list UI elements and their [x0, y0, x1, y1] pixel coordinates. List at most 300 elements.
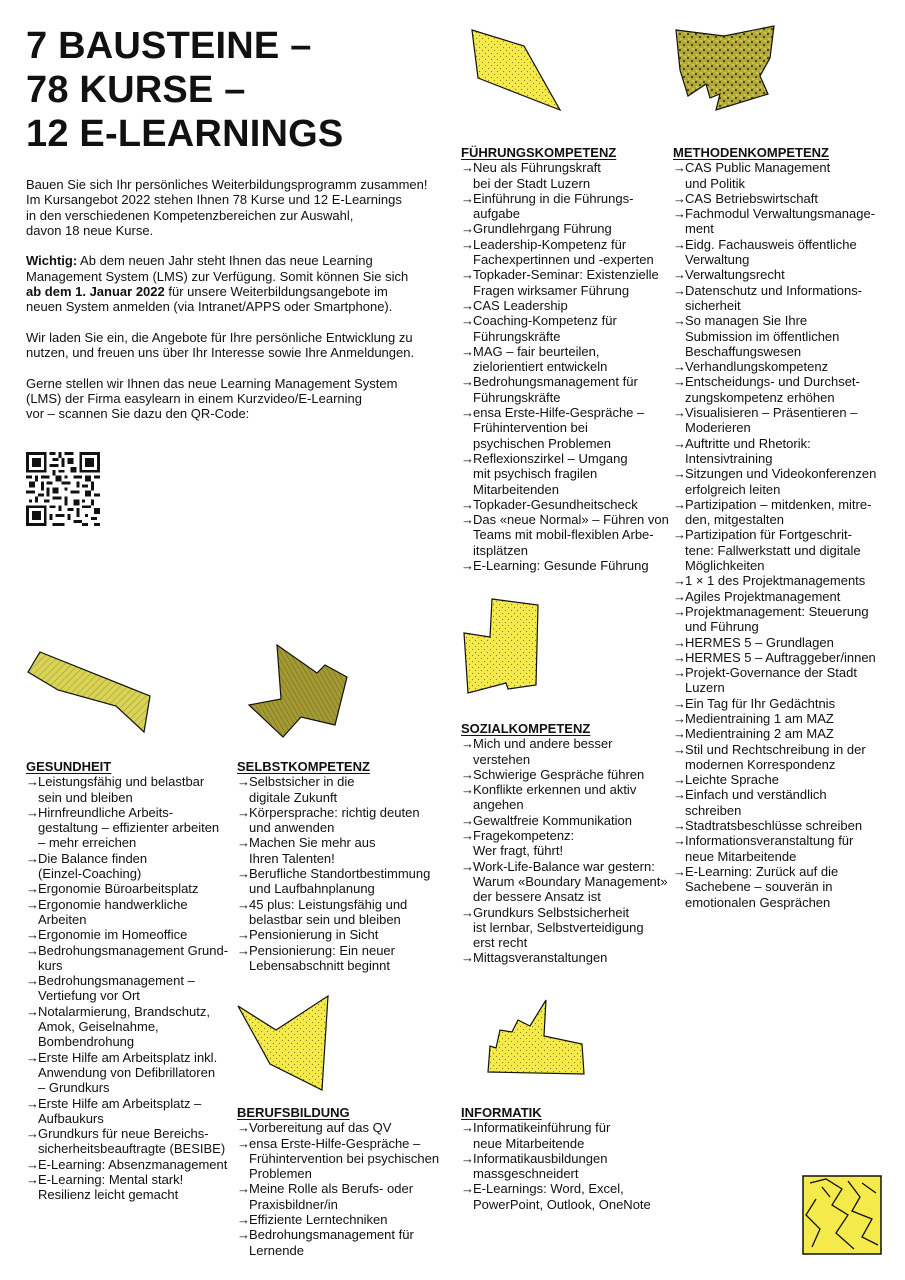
course-item-line: modernen Korrespondenz	[685, 756, 836, 772]
course-item-line: Submission im öffentlichen	[685, 328, 840, 344]
course-item-line: Luzern	[685, 680, 725, 696]
course-item[interactable]	[673, 374, 895, 405]
course-item-line: Entscheidungs- und Durchset-	[685, 374, 860, 390]
course-item[interactable]	[673, 405, 895, 436]
arrow-right-icon: →	[237, 866, 250, 882]
course-item[interactable]	[673, 267, 895, 282]
course-item[interactable]	[673, 283, 895, 314]
course-item-line: Grundkurs Selbstsicherheit	[473, 904, 630, 920]
intro-line: Bauen Sie sich Ihr persönliches Weiterbildungsprogramm zusammen!	[26, 177, 428, 192]
course-item[interactable]	[461, 1120, 671, 1151]
course-item-line: Notalarmierung, Brandschutz,	[38, 1003, 210, 1019]
section-title: BERUFSBILDUNG	[237, 1105, 350, 1120]
course-item-line: Lebensabschnitt beginnt	[249, 957, 390, 973]
arrow-right-icon: →	[237, 1120, 250, 1136]
course-item[interactable]	[26, 1004, 236, 1050]
course-item-line: Selbstsicher in die	[249, 774, 355, 790]
arrow-right-icon: →	[673, 435, 686, 451]
arrow-right-icon: →	[673, 374, 686, 390]
arrow-right-icon: →	[461, 160, 474, 176]
course-item-line: – mehr erreichen	[38, 835, 137, 851]
course-item[interactable]	[26, 851, 236, 882]
intro-line: Im Kursangebot 2022 stehen Ihnen 78 Kurse und 12 E-Learnings	[26, 192, 402, 208]
course-item[interactable]	[237, 897, 452, 928]
arrow-right-icon: →	[673, 863, 686, 879]
arrow-right-icon: →	[673, 588, 686, 604]
course-item-line: mit psychisch fragilen	[473, 466, 598, 482]
arrow-right-icon: →	[461, 766, 474, 782]
course-item[interactable]	[673, 650, 895, 665]
course-item[interactable]	[26, 774, 236, 805]
course-item-line: Frühintervention bei	[473, 420, 588, 436]
course-item-line: PowerPoint, Outlook, OneNote	[473, 1196, 651, 1212]
arrow-right-icon: →	[673, 267, 686, 283]
arrow-right-icon: →	[673, 665, 686, 681]
course-item[interactable]	[673, 604, 895, 635]
course-item-line: Agiles Projektmanagement	[685, 588, 841, 604]
headline-line: 78 KURSE –	[26, 69, 246, 111]
arrow-right-icon: →	[461, 558, 474, 574]
section-title: SOZIALKOMPETENZ	[461, 721, 591, 736]
course-item[interactable]	[673, 237, 895, 268]
course-item-line: Partizipation – mitdenken, mitre-	[685, 496, 872, 512]
arrow-right-icon: →	[461, 297, 474, 313]
course-item[interactable]	[461, 782, 671, 813]
course-item[interactable]	[26, 897, 236, 928]
course-list	[237, 774, 452, 973]
course-item-line: Führungskräfte	[473, 328, 561, 344]
course-item-line: Work-Life-Balance war gestern:	[473, 858, 655, 874]
course-item-line: Berufliche Standortbestimmung	[249, 866, 431, 882]
course-item[interactable]	[461, 237, 676, 268]
course-item[interactable]	[26, 1126, 236, 1157]
course-item[interactable]	[673, 864, 895, 910]
course-item-line: schreiben	[685, 802, 742, 818]
course-item-line: erfolgreich leiten	[685, 481, 781, 497]
course-item[interactable]	[461, 558, 676, 573]
arrow-right-icon: →	[26, 1003, 39, 1019]
qr-code[interactable]	[26, 452, 100, 526]
course-item-line: Datenschutz und Informations-	[685, 282, 863, 298]
section-title: FÜHRUNGSKOMPETENZ	[461, 145, 617, 160]
shape-berufsbildung-icon	[236, 994, 334, 1094]
course-item[interactable]	[461, 813, 671, 828]
course-item[interactable]	[237, 1227, 457, 1258]
course-item[interactable]	[237, 943, 452, 974]
course-item[interactable]	[673, 589, 895, 604]
arrow-right-icon: →	[237, 1135, 250, 1151]
arrow-right-icon: →	[237, 896, 250, 912]
course-item[interactable]	[461, 191, 676, 222]
shape-gesundheit-icon	[26, 646, 156, 736]
course-item-line: ist lernbar, Selbstverteidigung	[473, 919, 644, 935]
arrow-right-icon: →	[673, 787, 686, 803]
course-item-line: Frühintervention bei psychischen	[249, 1150, 440, 1166]
course-item-line: E-Learning: Zurück auf die	[685, 863, 839, 879]
course-item[interactable]	[461, 1151, 671, 1182]
course-item[interactable]	[461, 828, 671, 859]
arrow-right-icon: →	[461, 1181, 474, 1197]
headline-line: 12 E-LEARNINGS	[26, 113, 344, 155]
arrow-right-icon: →	[461, 405, 474, 421]
course-item[interactable]	[673, 742, 895, 773]
course-item-line: Arbeiten	[38, 911, 87, 927]
course-item-line: Anwendung von Defibrillatoren	[38, 1064, 216, 1080]
course-item-line: Auftritte und Rhetorik:	[685, 435, 811, 451]
course-item-line: CAS Leadership	[473, 297, 568, 313]
arrow-right-icon: →	[461, 343, 474, 359]
course-item-line: Mitarbeitenden	[473, 481, 559, 497]
course-item[interactable]	[673, 160, 895, 191]
course-item-line: ment	[685, 221, 714, 237]
course-item-line: Aufbaukurs	[38, 1110, 104, 1126]
course-item[interactable]	[26, 1157, 236, 1172]
course-item[interactable]	[673, 527, 895, 573]
course-item-line: Partizipation für Fortgeschrit-	[685, 527, 852, 543]
course-item-line: sicherheitsbeauftragte (BESIBE)	[38, 1141, 226, 1157]
course-item-line: Informatikausbildungen	[473, 1150, 608, 1166]
course-item-line: den, mitgestalten	[685, 512, 785, 528]
course-item-line: Lernende	[249, 1242, 304, 1258]
course-item-line: E-Learning: Absenzmanagement	[38, 1156, 228, 1172]
course-item-line: Bedrohungsmanagement für	[249, 1227, 414, 1243]
arrow-right-icon: →	[673, 206, 686, 222]
course-item[interactable]	[26, 943, 236, 974]
arrow-right-icon: →	[673, 649, 686, 665]
course-item-line: Führungskräfte	[473, 389, 561, 405]
course-item-line: Medientraining 1 am MAZ	[685, 710, 834, 726]
course-item-line: Medientraining 2 am MAZ	[685, 726, 834, 742]
arrow-right-icon: →	[26, 973, 39, 989]
course-item[interactable]	[461, 736, 671, 767]
course-item-line: sein und bleiben	[38, 789, 133, 805]
section-sozialkompetenz	[461, 721, 671, 966]
course-item[interactable]	[673, 191, 895, 206]
course-item-line: Vorbereitung auf das QV	[249, 1120, 392, 1136]
arrow-right-icon: →	[461, 374, 474, 390]
section-fuehrungskompetenz	[461, 145, 676, 573]
course-item[interactable]	[461, 344, 676, 375]
course-item[interactable]	[673, 359, 895, 374]
course-item-line: verstehen	[473, 751, 531, 767]
course-item-line: Gewaltfreie Kommunikation	[473, 812, 632, 828]
course-item-line: Visualisieren – Präsentieren –	[685, 405, 858, 421]
course-item[interactable]	[673, 206, 895, 237]
course-item[interactable]	[673, 818, 895, 833]
section-gesundheit	[26, 759, 236, 1203]
course-item[interactable]	[461, 767, 671, 782]
course-item-line: massgeschneidert	[473, 1166, 579, 1182]
arrow-right-icon: →	[461, 1150, 474, 1166]
course-item-line: Beschaffungswesen	[685, 343, 802, 359]
course-item[interactable]	[26, 927, 236, 942]
arrow-right-icon: →	[237, 942, 250, 958]
arrow-right-icon: →	[673, 833, 686, 849]
headline-line: 7 BAUSTEINE –	[26, 25, 312, 67]
course-item-line: HERMES 5 – Auftraggeber/innen	[685, 649, 876, 665]
arrow-right-icon: →	[461, 450, 474, 466]
course-item[interactable]	[26, 805, 236, 851]
course-item-line: Coaching-Kompetenz für	[473, 313, 617, 329]
course-item-line: Sitzungen und Videokonferenzen	[685, 466, 877, 482]
course-item-line: – Grundkurs	[38, 1080, 110, 1096]
course-item-line: Mich und andere besser	[473, 736, 613, 752]
course-item[interactable]	[26, 881, 236, 896]
course-item-line: Praxisbildner/in	[249, 1196, 338, 1212]
course-item-line: Fragen wirksamer Führung	[473, 282, 630, 298]
course-item[interactable]	[673, 833, 895, 864]
arrow-right-icon: →	[237, 927, 250, 943]
course-item[interactable]	[237, 1212, 457, 1227]
course-item-line: So managen Sie Ihre	[685, 313, 808, 329]
arrow-right-icon: →	[673, 573, 686, 589]
arrow-right-icon: →	[461, 812, 474, 828]
course-item[interactable]	[461, 512, 676, 558]
intro-line: Wir laden Sie ein, die Angebote für Ihre persönliche Entwicklung zu	[26, 329, 413, 345]
section-title: GESUNDHEIT	[26, 759, 112, 774]
course-item-line: erst recht	[473, 935, 528, 951]
shape-selbst-icon	[247, 643, 351, 739]
course-item-line: Projekt-Governance der Stadt	[685, 665, 857, 681]
course-item-line: Effiziente Lerntechniken	[249, 1212, 388, 1228]
arrow-right-icon: →	[461, 236, 474, 252]
course-item[interactable]	[673, 497, 895, 528]
course-item[interactable]	[237, 835, 452, 866]
course-item-line: Ergonomie im Homeoffice	[38, 927, 188, 943]
arrow-right-icon: →	[26, 1172, 39, 1188]
course-item[interactable]	[461, 374, 676, 405]
course-item-line: Topkader-Seminar: Existenzielle	[473, 267, 659, 283]
course-item-line: Leadership-Kompetenz für	[473, 236, 627, 252]
arrow-right-icon: →	[26, 774, 39, 790]
course-item-line: Fachexpertinnen und -experten	[473, 252, 654, 268]
course-item-line: 1 × 1 des Projektmanagements	[685, 573, 866, 589]
course-item-line: Schwierige Gespräche führen	[473, 766, 645, 782]
arrow-right-icon: →	[461, 828, 474, 844]
course-item[interactable]	[461, 298, 676, 313]
shape-fuehrung-icon	[466, 28, 566, 114]
arrow-right-icon: →	[237, 804, 250, 820]
arrow-right-icon: →	[461, 313, 474, 329]
arrow-right-icon: →	[26, 1156, 39, 1172]
course-item[interactable]	[461, 313, 676, 344]
intro-line: davon 18 neue Kurse.	[26, 222, 154, 238]
course-item-line: Grundlehrgang Führung	[473, 221, 612, 237]
course-item-line: Ergonomie handwerkliche	[38, 896, 188, 912]
course-item-line: zungskompetenz erhöhen	[685, 389, 835, 405]
course-item-line: neue Mitarbeitende	[473, 1135, 585, 1151]
course-item-line: Ein Tag für Ihr Gedächtnis	[685, 695, 836, 711]
course-item-line: Informatikeinführung für	[473, 1120, 611, 1136]
arrow-right-icon: →	[461, 782, 474, 798]
course-item-line: E-Learning: Mental stark!	[38, 1172, 184, 1188]
intro-paragraph	[26, 177, 446, 238]
course-item-line: Pensionierung in Sicht	[249, 927, 379, 943]
arrow-right-icon: →	[26, 881, 39, 897]
course-item[interactable]	[461, 497, 676, 512]
course-item-line: Moderieren	[685, 420, 751, 436]
intro-paragraph	[26, 330, 446, 361]
intro-line: Gerne stellen wir Ihnen das neue Learning Management System	[26, 375, 398, 391]
course-item[interactable]	[673, 466, 895, 497]
course-item[interactable]	[461, 451, 676, 497]
course-item-line: Erste Hilfe am Arbeitsplatz –	[38, 1095, 202, 1111]
course-item[interactable]	[237, 805, 452, 836]
arrow-right-icon: →	[461, 736, 474, 752]
course-item-line: Mittagsveranstaltungen	[473, 950, 608, 966]
section-title: SELBSTKOMPETENZ	[237, 759, 370, 774]
arrow-right-icon: →	[237, 835, 250, 851]
arrow-right-icon: →	[673, 160, 686, 176]
course-item-line: itsplätzen	[473, 542, 528, 558]
course-item[interactable]	[673, 665, 895, 696]
arrow-right-icon: →	[461, 267, 474, 283]
arrow-right-icon: →	[26, 927, 39, 943]
intro-text-span: Ab dem neuen Jahr steht Ihnen das neue Learning	[77, 253, 373, 269]
arrow-right-icon: →	[673, 710, 686, 726]
course-item-line: HERMES 5 – Grundlagen	[685, 634, 834, 650]
course-item[interactable]	[237, 1136, 457, 1182]
course-item[interactable]	[461, 905, 671, 951]
course-item[interactable]	[673, 436, 895, 467]
course-list	[461, 160, 676, 573]
course-item-line: Erste Hilfe am Arbeitsplatz inkl.	[38, 1049, 218, 1065]
intro-line: vor – scannen Sie dazu den QR-Code:	[26, 406, 250, 422]
course-item-line: E-Learning: Gesunde Führung	[473, 558, 649, 574]
course-item-line: Die Balance finden	[38, 850, 148, 866]
course-item[interactable]	[673, 573, 895, 588]
course-item-line: Körpersprache: richtig deuten	[249, 804, 420, 820]
course-item[interactable]	[26, 1172, 236, 1203]
course-item-line: E-Learnings: Word, Excel,	[473, 1181, 624, 1197]
shape-sozial-icon	[462, 597, 542, 697]
course-item[interactable]	[26, 1096, 236, 1127]
arrow-right-icon: →	[461, 190, 474, 206]
course-item[interactable]	[26, 1050, 236, 1096]
course-item[interactable]	[673, 726, 895, 741]
course-item-line: Intensivtraining	[685, 450, 773, 466]
course-item-line: ensa Erste-Hilfe-Gespräche –	[249, 1135, 421, 1151]
arrow-right-icon: →	[673, 466, 686, 482]
course-item[interactable]	[461, 405, 676, 451]
arrow-right-icon: →	[461, 858, 474, 874]
course-item[interactable]	[461, 221, 676, 236]
course-item[interactable]	[237, 1120, 457, 1135]
course-item-line: emotionalen Gesprächen	[685, 894, 831, 910]
arrow-right-icon: →	[673, 282, 686, 298]
arrow-right-icon: →	[26, 1126, 39, 1142]
course-item-line: Problemen	[249, 1166, 312, 1182]
course-item-line: CAS Public Management	[685, 160, 831, 176]
course-item[interactable]	[461, 160, 676, 191]
course-item[interactable]	[26, 973, 236, 1004]
course-item[interactable]	[461, 1181, 671, 1212]
course-item-line: MAG – fair beurteilen,	[473, 343, 600, 359]
course-item[interactable]	[673, 313, 895, 359]
course-item-line: Bedrohungsmanagement für	[473, 374, 638, 390]
arrow-right-icon: →	[26, 804, 39, 820]
arrow-right-icon: →	[673, 634, 686, 650]
course-item-line: Reflexionszirkel – Umgang	[473, 450, 628, 466]
course-item[interactable]	[237, 866, 452, 897]
arrow-right-icon: →	[26, 850, 39, 866]
course-item-line: gestaltung – effizienter arbeiten	[38, 820, 220, 836]
arrow-right-icon: →	[26, 1095, 39, 1111]
course-item[interactable]	[673, 635, 895, 650]
course-item[interactable]	[673, 787, 895, 818]
intro-line: in den verschiedenen Kompetenzbereichen zur Auswahl,	[26, 207, 354, 223]
arrow-right-icon: →	[237, 1181, 250, 1197]
course-item-line: Verwaltungsrecht	[685, 267, 785, 283]
arrow-right-icon: →	[461, 512, 474, 528]
course-item-line: Sachebene – souverän in	[685, 879, 833, 895]
course-list	[461, 1120, 671, 1212]
arrow-right-icon: →	[673, 695, 686, 711]
course-item[interactable]	[673, 772, 895, 787]
course-item[interactable]	[237, 1181, 457, 1212]
course-item-line: aufgabe	[473, 206, 520, 222]
course-item-line: Fragekompetenz:	[473, 828, 575, 844]
course-item-line: CAS Betriebswirtschaft	[685, 190, 818, 206]
intro-line	[26, 253, 446, 268]
course-item[interactable]	[461, 950, 671, 965]
section-title: METHODENKOMPETENZ	[673, 145, 829, 160]
course-item-line: belastbar sein und bleiben	[249, 911, 401, 927]
arrow-right-icon: →	[237, 1212, 250, 1228]
course-item-line: bei der Stadt Luzern	[473, 175, 591, 191]
course-item-line: Topkader-Gesundheitscheck	[473, 496, 638, 512]
course-item-line: Meine Rolle als Berufs- oder	[249, 1181, 414, 1197]
course-item-line: angehen	[473, 797, 524, 813]
course-item-line: 45 plus: Leistungsfähig und	[249, 896, 408, 912]
arrow-right-icon: →	[26, 1049, 39, 1065]
arrow-right-icon: →	[461, 904, 474, 920]
course-item-line: Grundkurs für neue Bereichs-	[38, 1126, 209, 1142]
shape-methoden-icon	[670, 24, 778, 114]
arrow-right-icon: →	[673, 726, 686, 742]
arrow-right-icon: →	[237, 774, 250, 790]
course-item[interactable]	[673, 711, 895, 726]
course-item[interactable]	[461, 859, 671, 905]
course-item-line: Projektmanagement: Steuerung	[685, 603, 869, 619]
course-item-line: Teams mit mobil-flexiblen Arbe-	[473, 527, 654, 543]
arrow-right-icon: →	[26, 896, 39, 912]
course-item[interactable]	[237, 927, 452, 942]
course-item-line: Machen Sie mehr aus	[249, 835, 376, 851]
arrow-right-icon: →	[673, 496, 686, 512]
arrow-right-icon: →	[461, 950, 474, 966]
course-item-line: Konflikte erkennen und aktiv	[473, 782, 637, 798]
course-item-line: zielorientiert entwickeln	[473, 359, 608, 375]
arrow-right-icon: →	[673, 527, 686, 543]
intro-bold: Wichtig:	[26, 253, 78, 269]
arrow-right-icon: →	[237, 1227, 250, 1243]
section-methodenkompetenz	[673, 145, 895, 910]
course-item-line: und Laufbahnplanung	[249, 881, 375, 897]
course-item[interactable]	[673, 696, 895, 711]
course-item[interactable]	[461, 267, 676, 298]
course-item-line: Stadtratsbeschlüsse schreiben	[685, 818, 863, 834]
course-item-line: Das «neue Normal» – Führen von	[473, 512, 669, 528]
arrow-right-icon: →	[673, 405, 686, 421]
arrow-right-icon: →	[673, 190, 686, 206]
intro-line: neuen System anmelden (via Intranet/APPS oder Smartphone).	[26, 299, 393, 315]
intro-paragraph	[26, 376, 446, 422]
course-item-line: und Politik	[685, 175, 745, 191]
section-berufsbildung	[237, 1105, 457, 1258]
course-item[interactable]	[237, 774, 452, 805]
arrow-right-icon: →	[673, 741, 686, 757]
